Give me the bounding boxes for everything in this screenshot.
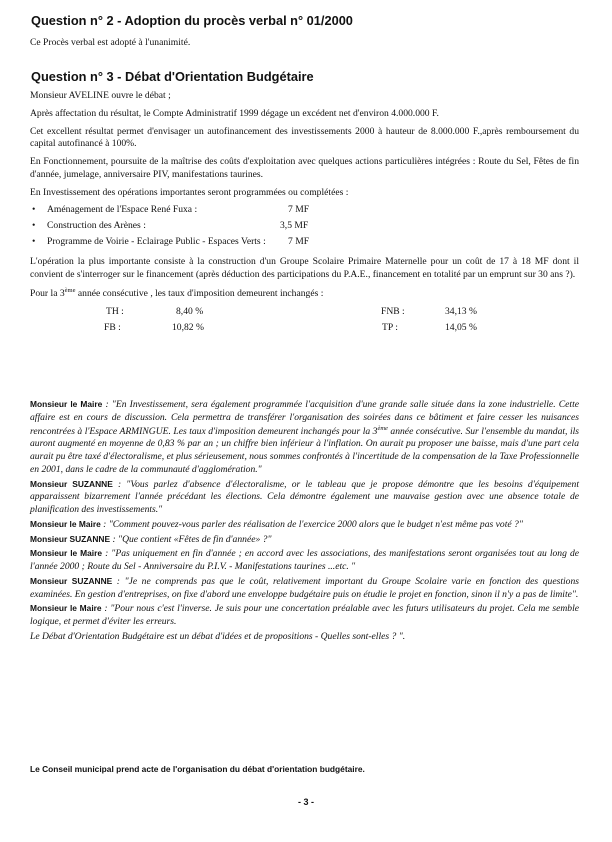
rate-fb-label: FB : bbox=[104, 321, 121, 333]
speech-text: : "Que contient «Fêtes de fin d'année» ?" bbox=[110, 533, 272, 545]
bullet-icon: • bbox=[32, 204, 36, 216]
speech-text: : "En Investissement, sera également programmée l'acquisition d'une grande salle située dans la zone industrielle. Cette affaire est en cours de discussion. Cela permettra de transférer l'organisation des soirées dans ce bâtiment et faire cesser les nuisances rencontrées à l'Espace ARMINGUE. Les taux d'imposition demeurent inchangés pour la 3 bbox=[30, 399, 579, 437]
list-item bbox=[30, 220, 579, 236]
speech-text: : "Pas uniquement en fin d'année ; en accord avec les associations, des manifestations seront organisées tout au long de l'année 2000 ; Route du Sel - Anniversaire du P.I.V. - Manifestations taurines ...etc. " bbox=[30, 548, 579, 573]
paragraph-result: Après affectation du résultat, le Compte Administratif 1999 dégage un excédent net d'environ 4.000.000 F. bbox=[30, 107, 439, 119]
question-3-body bbox=[30, 90, 579, 340]
rate-fb-value: 10,82 % bbox=[172, 321, 204, 333]
speaker-name: Monsieur SUZANNE bbox=[30, 478, 113, 489]
question-2-title: Question n° 2 - Adoption du procès verbal n° 01/2000 bbox=[31, 13, 353, 28]
tax-rates-table bbox=[30, 306, 579, 340]
question-3-title: Question n° 3 - Débat d'Orientation Budgétaire bbox=[31, 69, 314, 84]
debate-transcript bbox=[30, 399, 579, 646]
page-number: - 3 - bbox=[297, 797, 314, 807]
list-item bbox=[30, 204, 579, 220]
debate-entry bbox=[30, 479, 579, 517]
tax-rates-text-start: Pour la 3 bbox=[30, 287, 65, 299]
speaker-name: Monsieur le Maire bbox=[30, 518, 101, 529]
list-item-label: Construction des Arènes : bbox=[47, 220, 146, 232]
speaker-name: Monsieur le Maire bbox=[30, 399, 103, 409]
list-item-amount: 7 MF bbox=[288, 236, 310, 248]
speech-text: : "Comment pouvez-vous parler des réalisation de l'exercice 2000 alors que le budget n'est même pas voté ?" bbox=[100, 518, 523, 530]
paragraph-autofinancing: Cet excellent résultat permet d'envisager un autofinancement des investissements 2000 à hauteur de 8.000.000 F.,après remboursement du capital autofinancé à 100%. bbox=[30, 125, 579, 150]
debate-entry bbox=[30, 576, 579, 602]
rate-th-label: TH : bbox=[106, 305, 124, 317]
speech-text: : "Je ne comprends pas que le coût, relativement important du Groupe Scolaire varie en fonction des questions examinées. En gestion d'entreprises, on fixe d'abord une enveloppe budgétaire puis on étudie le projet en fonction, sinon il n'y a pas de limite". bbox=[30, 575, 579, 600]
question-2-text: Ce Procès verbal est adopté à l'unanimité. bbox=[30, 37, 191, 48]
list-item-amount: 3,5 MF bbox=[280, 220, 309, 232]
speech-text-end: année consécutive. Sur l'ensemble du mandat, ils auront augmenté en moyenne de 0,83 % par an ; un chiffre bien inférieur à l'inflation. On aurait pu proposer une baisse, mais d'une part cela aurait pu être taxé d'électoralisme, et plus sérieusement, nous sommes confrontés à l'incertitude de la compensation de la Taxe Professionnelle en 2001, dans le cadre de la communauté d'agglomération." bbox=[30, 425, 580, 475]
list-item-amount: 7 MF bbox=[288, 204, 310, 216]
debate-entry bbox=[30, 603, 579, 629]
tax-rates-superscript: ème bbox=[64, 286, 76, 294]
list-item-label: Aménagement de l'Espace René Fuxa : bbox=[47, 204, 198, 216]
bullet-icon: • bbox=[32, 220, 36, 232]
rate-fnb-value: 34,13 % bbox=[445, 305, 477, 317]
speech-text: : "Pour nous c'est l'inverse. Je suis pour une concertation préalable avec les futurs utilisateurs du projet. Cela me semble logique, et permet d'éviter les erreurs. bbox=[30, 603, 579, 628]
paragraph-tax-rates bbox=[30, 287, 579, 301]
debate-entry bbox=[30, 534, 579, 547]
investment-list bbox=[30, 204, 579, 252]
debate-entry bbox=[30, 399, 579, 477]
speech-text: : "Vous parlez d'absence d'électoralisme, or le tableau que je propose démontre que les besoins d'équipement apparaissent bizarrement l'année précédant les élections. Cela démontre également une mauvaise gestion avec une absence totale de planification des investissements." bbox=[30, 478, 579, 516]
paragraph-school-group: L'opération la plus importante consiste à la construction d'un Groupe Scolaire Primaire Maternelle pour un coût de 17 à 18 MF dont il convient de s'interroger sur le financement (après déduction des participations du P.A.E., financement en totalité par un emprunt sur 30 ans ?). bbox=[30, 256, 579, 280]
paragraph-investment: En Investissement des opérations importantes seront programmées ou complétées : bbox=[30, 186, 349, 198]
speaker-name: Monsieur le Maire bbox=[30, 548, 103, 559]
tax-rates-text-end: année consécutive , les taux d'imposition demeurent inchangés : bbox=[75, 287, 324, 299]
paragraph-opening: Monsieur AVELINE ouvre le débat ; bbox=[30, 90, 171, 101]
list-item-label: Programme de Voirie - Eclairage Public - Espaces Verts : bbox=[47, 236, 266, 248]
speaker-name: Monsieur le Maire bbox=[30, 603, 102, 614]
speaker-name: Monsieur SUZANNE bbox=[30, 533, 111, 544]
rate-fnb-label: FNB : bbox=[381, 305, 405, 317]
rate-th-value: 8,40 % bbox=[176, 305, 204, 317]
debate-closing: Le Débat d'Orientation Budgétaire est un débat d'idées et de propositions - Quelles sont-elles ? ". bbox=[30, 630, 406, 642]
bullet-icon: • bbox=[32, 236, 36, 248]
rate-tp-value: 14,05 % bbox=[445, 321, 477, 333]
council-conclusion: Le Conseil municipal prend acte de l'organisation du débat d'orientation budgétaire. bbox=[30, 764, 365, 774]
debate-entry bbox=[30, 548, 579, 574]
paragraph-operations: En Fonctionnement, poursuite de la maîtrise des coûts d'exploitation avec quelques actions particulières intégrées : Route du Sel, Fêtes de fin d'année, jumelage, anniversaire PIV, manifestations taurines. bbox=[30, 156, 579, 180]
list-item bbox=[30, 236, 579, 252]
debate-entry bbox=[30, 519, 579, 532]
speech-superscript: ème bbox=[377, 424, 388, 432]
speaker-name: Monsieur SUZANNE bbox=[30, 575, 113, 586]
rate-tp-label: TP : bbox=[382, 321, 398, 333]
